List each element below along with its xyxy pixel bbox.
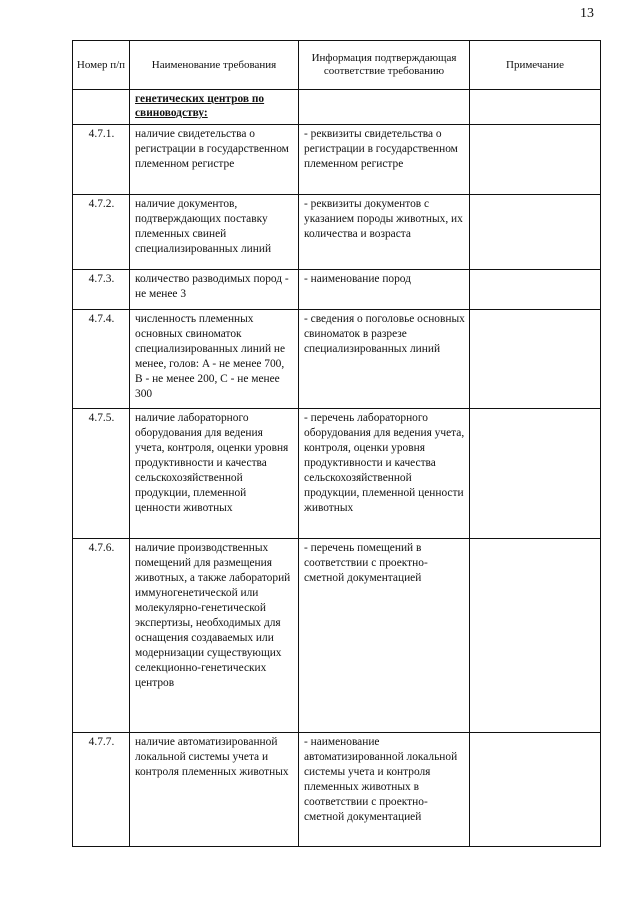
- table-row: [73, 195, 601, 270]
- row-number: 4.7.5.: [73, 409, 130, 539]
- row-requirement: наличие документов, подтверждающих поставку племенных свиней специализированных линий: [130, 195, 299, 270]
- header-num: Номер п/п: [73, 41, 130, 90]
- section-note-cell: [470, 90, 601, 125]
- row-info: - реквизиты документов с указанием породы животных, их количества и возраста: [299, 195, 470, 270]
- section-num-cell: [73, 90, 130, 125]
- row-requirement: наличие лабораторного оборудования для ведения учета, контроля, оценки уровня продуктивности и качества сельскохозяйственной продукции, племенной ценности животных: [130, 409, 299, 539]
- row-note: [470, 310, 601, 409]
- row-requirement: количество разводимых пород - не менее 3: [130, 270, 299, 310]
- row-number: 4.7.2.: [73, 195, 130, 270]
- table-row: [73, 310, 601, 409]
- row-number: 4.7.3.: [73, 270, 130, 310]
- row-number: 4.7.4.: [73, 310, 130, 409]
- row-number: 4.7.6.: [73, 539, 130, 733]
- row-note: [470, 125, 601, 195]
- row-info: - наименование автоматизированной локальной системы учета и контроля племенных животных в соответствии с проектно-сметной документацией: [299, 733, 470, 847]
- table-header: [73, 41, 601, 90]
- header-row: [73, 41, 601, 90]
- row-requirement: наличие автоматизированной локальной системы учета и контроля племенных животных: [130, 733, 299, 847]
- row-requirement: численность племенных основных свиноматок специализированных линий не менее, голов: A - не менее 700, B - не менее 200, C - не менее 300: [130, 310, 299, 409]
- row-number: 4.7.1.: [73, 125, 130, 195]
- requirements-table: [72, 40, 601, 847]
- section-row: [73, 90, 601, 125]
- section-title: генетических центров по свиноводству:: [130, 90, 299, 125]
- table-row: [73, 409, 601, 539]
- row-info: - перечень лабораторного оборудования для ведения учета, контроля, оценки уровня продуктивности и качества сельскохозяйственной продукции, племенной ценности животных: [299, 409, 470, 539]
- header-info: Информация подтверждающая соответствие требованию: [299, 41, 470, 90]
- section-info-cell: [299, 90, 470, 125]
- row-note: [470, 539, 601, 733]
- row-note: [470, 195, 601, 270]
- row-info: - сведения о поголовье основных свиноматок в разрезе специализированных линий: [299, 310, 470, 409]
- header-name: Наименование требования: [130, 41, 299, 90]
- table-body: [73, 90, 601, 847]
- table-row: [73, 125, 601, 195]
- table-row: [73, 270, 601, 310]
- row-info: - реквизиты свидетельства о регистрации в государственном племенном регистре: [299, 125, 470, 195]
- row-info: - перечень помещений в соответствии с проектно-сметной документацией: [299, 539, 470, 733]
- header-note: Примечание: [470, 41, 601, 90]
- row-note: [470, 409, 601, 539]
- page-number: 13: [580, 6, 594, 21]
- row-requirement: наличие производственных помещений для размещения животных, а также лабораторий иммуногенетической или молекулярно-генетической экспертизы, необходимых для оснащения создаваемых или модернизации существующих селекционно-генетических центров: [130, 539, 299, 733]
- table-row: [73, 539, 601, 733]
- row-requirement: наличие свидетельства о регистрации в государственном племенном регистре: [130, 125, 299, 195]
- row-info: - наименование пород: [299, 270, 470, 310]
- table-row: [73, 733, 601, 847]
- row-number: 4.7.7.: [73, 733, 130, 847]
- row-note: [470, 733, 601, 847]
- row-note: [470, 270, 601, 310]
